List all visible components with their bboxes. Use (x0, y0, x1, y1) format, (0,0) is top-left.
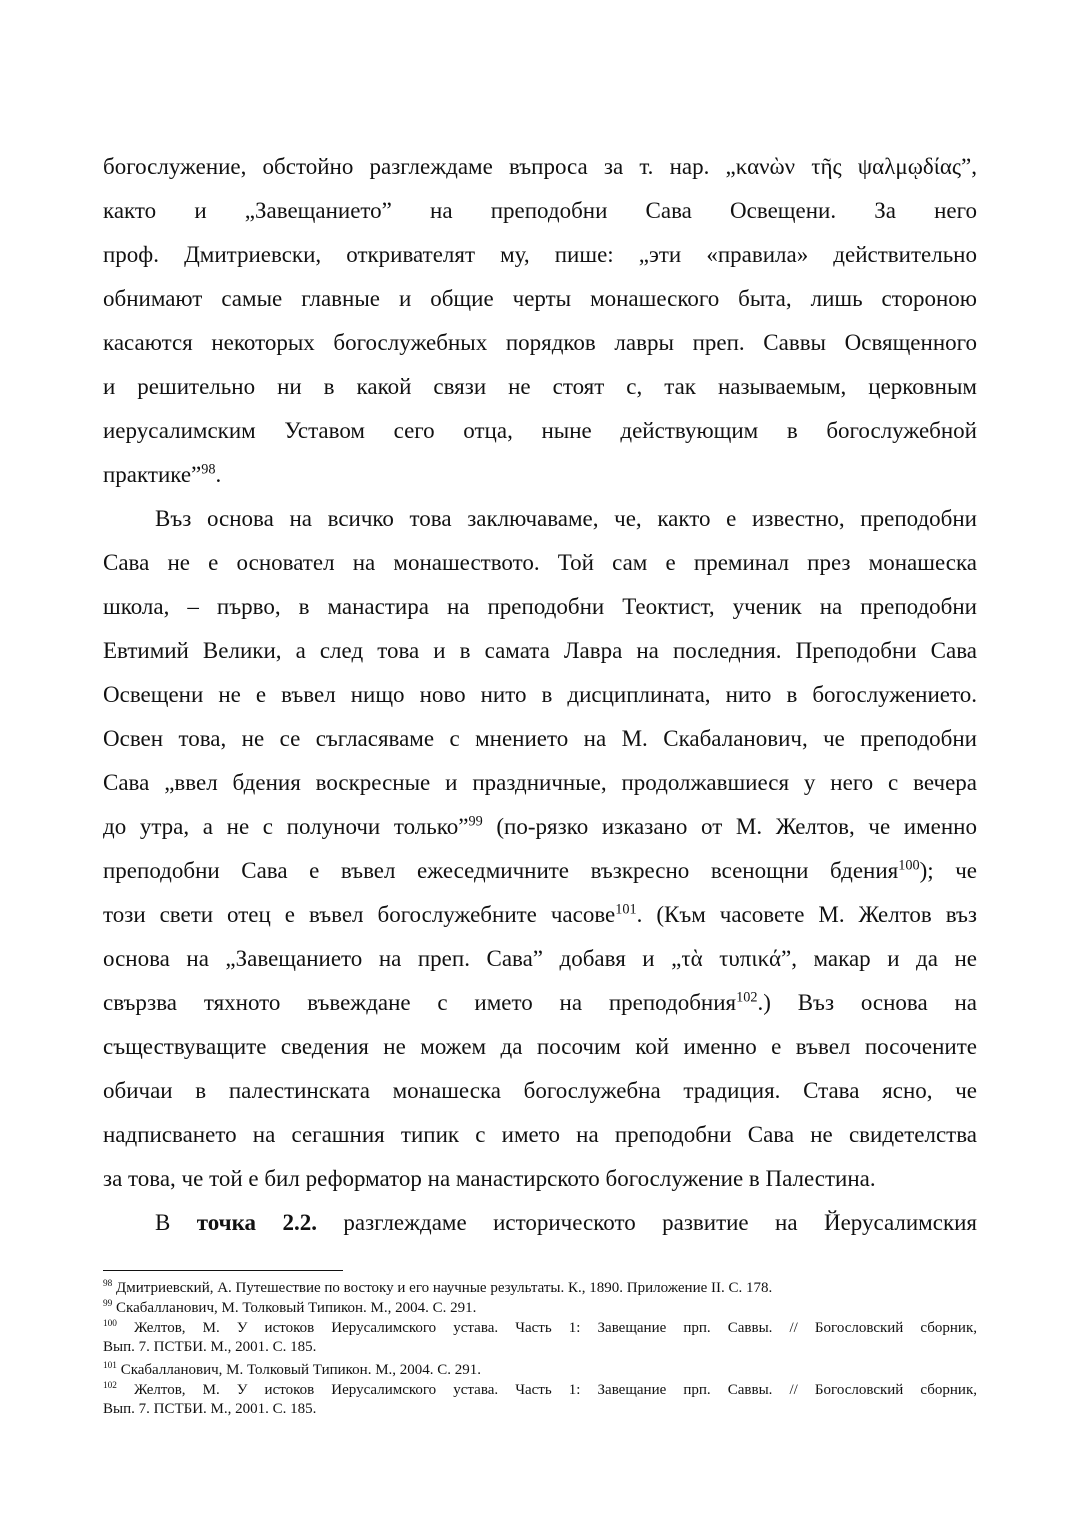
text-span: . (Към часовете М. Желтов въз (636, 902, 977, 927)
text-line: основа на „Завещанието на преп. Сава” добавя и „τὰ τυπικά”, макар и да не (103, 946, 977, 971)
text-line: обичаи в палестинската монашеска богослужебна традиция. Става ясно, че (103, 1078, 977, 1103)
text-line: Сава не е основател на монашеството. Той сам е преминал през монашеска (103, 550, 977, 575)
text-line (155, 1208, 977, 1238)
text-span: (по-рязко изказано от М. Желтов, че именно (482, 814, 977, 839)
text-line: Освещени не е въвел нищо ново нито в дисциплината, нито в богослужението. (103, 682, 977, 707)
text-line: и решительно ни в какой связи не стоят с, так называемым, церковным (103, 374, 977, 399)
text-line (103, 812, 977, 842)
text-span: до утра, а не с полуночи только” (103, 814, 469, 839)
footnote-text: Скабалланович, М. Толковый Типикон. М., 2004. С. 291. (116, 1362, 482, 1378)
text-line (103, 900, 977, 930)
text-line: Въз основа на всичко това заключаваме, че, както е известно, преподобни (155, 506, 977, 531)
footnote-ref: 102 (736, 989, 758, 1006)
section-reference: точка 2.2. (196, 1210, 317, 1235)
footnote-number: 101 (103, 1361, 117, 1371)
text-line: обнимают самые главные и общие черты монашеского быта, лишь стороною (103, 286, 977, 311)
footnote-number: 102 (103, 1381, 117, 1391)
footnote-continuation: Вып. 7. ПСТБИ. М., 2001. С. 185. (103, 1401, 317, 1417)
footnote (103, 1382, 977, 1399)
text-span: ); че (919, 858, 977, 883)
text-span: . (215, 462, 222, 487)
footnote-ref: 100 (898, 857, 920, 874)
text-line: проф. Дмитриевски, откривателят му, пише: „эти «правила» действительно (103, 242, 977, 267)
text-line: школа, – първо, в манастира на преподобни Теоктист, ученик на преподобни (103, 594, 977, 619)
text-span: преподобни Сава е въвел ежеседмичните възкресно всенощни бдения (103, 858, 899, 883)
text-line: съществуващите сведения не можем да посочим кой именно е въвел посочените (103, 1034, 977, 1059)
text-line: надписването на сегашния типик с името на преподобни Сава не свидетелства (103, 1122, 977, 1147)
footnote (103, 1362, 977, 1379)
footnote-ref: 101 (615, 901, 637, 918)
text-span: В (155, 1210, 197, 1235)
text-line: иерусалимским Уставом сего отца, ныне действующим в богослужебной (103, 418, 977, 443)
text-line (103, 988, 977, 1018)
footnote-number: 99 (103, 1299, 113, 1309)
text-line (103, 856, 977, 886)
text-line: за това, че той е бил реформатор на манастирското богослужение в Палестина. (103, 1166, 876, 1191)
footnote-number: 98 (103, 1279, 113, 1289)
footnote-separator (103, 1270, 343, 1271)
text-line: Евтимий Велики, а след това и в самата Лавра на последния. Преподобни Сава (103, 638, 977, 663)
footnote-continuation: Вып. 7. ПСТБИ. М., 2001. С. 185. (103, 1339, 317, 1355)
text-line: Сава „ввел бдения воскресные и праздничные, продолжавшиеся у него с вечера (103, 770, 977, 795)
footnote-number: 100 (103, 1319, 117, 1329)
footnote-text: Желтов, М. У истоков Иерусалимского устава. Часть 1: Завещание прп. Саввы. // Богословский сборник, (116, 1320, 977, 1336)
text-line: касаются некоторых богослужебных порядков лавры преп. Саввы Освященного (103, 330, 977, 355)
text-line (103, 460, 977, 490)
footnote (103, 1300, 977, 1317)
footnote-text: Дмитриевский, А. Путешествие по востоку и его научные результаты. К., 1890. Приложение II. С. 178. (112, 1280, 773, 1296)
text-line: както и „Завещанието” на преподобни Сава Освещени. За него (103, 198, 977, 223)
text-span: практике” (103, 462, 202, 487)
text-span: свързва тяхното въвеждане с името на преподобния (103, 990, 737, 1015)
footnote (103, 1320, 977, 1337)
footnote-ref: 99 (468, 813, 483, 830)
text-line: богослужение, обстойно разглеждаме въпроса за т. нар. „κανὼν τῆς ψαλμῳδίας”, (103, 154, 977, 179)
text-span: .) Въз основа на (757, 990, 977, 1015)
text-line: Освен това, не се съгласяваме с мнението на М. Скабаланович, че преподобни (103, 726, 977, 751)
text-span: този свети отец е въвел богослужебните часове (103, 902, 616, 927)
footnote-text: Скабалланович, М. Толковый Типикон. М., 2004. С. 291. (112, 1300, 477, 1316)
footnote-text: Желтов, М. У истоков Иерусалимского устава. Часть 1: Завещание прп. Саввы. // Богословский сборник, (116, 1382, 977, 1398)
footnote-ref: 98 (201, 461, 216, 478)
text-span: разглеждаме историческото развитие на Йерусалимския (316, 1210, 978, 1235)
footnote (103, 1280, 977, 1297)
